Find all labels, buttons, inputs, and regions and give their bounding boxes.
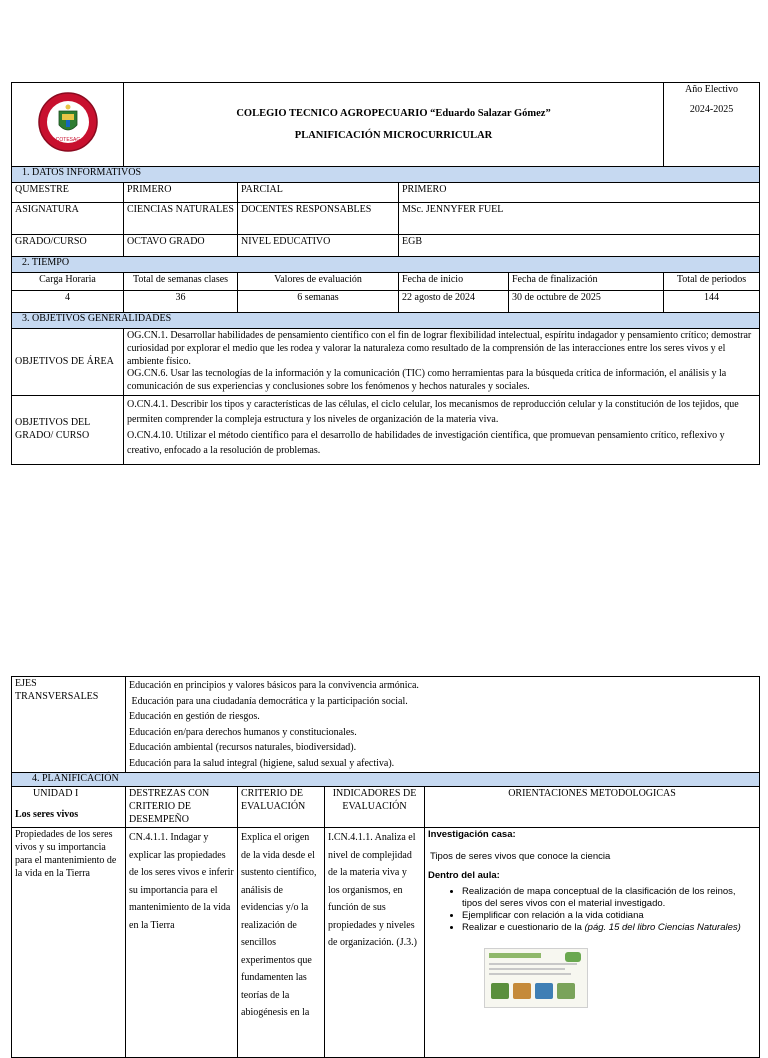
unit-name: Los seres vivos (15, 808, 79, 820)
thumbnail-plant-image-icon (491, 983, 509, 999)
school-logo (12, 83, 124, 167)
unit-label: UNIDAD I (33, 788, 79, 799)
value-parcial: PRIMERO (399, 183, 760, 203)
planning-table (11, 676, 760, 1058)
tiempo-header: Total de periodos (664, 273, 760, 291)
logo-text: COTESAG (55, 137, 80, 144)
objetivo-o-cn-4-1: O.CN.4.1. Describir los tipos y características de las células, el ciclo celular, los mecanismos de reproducción celular y la constitución de los tejidos, que permiten comprender la compleja estructura y los niveles de organización de la materia viva. (127, 398, 739, 426)
school-name: COLEGIO TECNICO AGROPECUARIO “Eduardo Salazar Gómez” (236, 107, 551, 119)
school-year-label: Año Electivo (685, 84, 739, 95)
objetivo-o-cn-4-10: O.CN.4.10. Utilizar el método científico para el desarrollo de habilidades de investigación científica, que promuevan pensamiento crítico, reflexivo y creativo, enfocado a la resolución de problemas. (127, 429, 725, 457)
objetivo-og-cn-1: OG.CN.1. Desarrollar habilidades de pensamiento científico con el fin de lograr flexibilidad intelectual, espíritu indagador y pensamiento crítico; demostrar curiosidad por explorar el medio que les rodea y valorar la naturaleza como resultado de la comprensión de las interacciones entre los seres vivos y el ambiente físico. (127, 330, 752, 367)
thumbnail-text-line (489, 968, 565, 970)
tiempo-value: 6 semanas (238, 291, 399, 313)
activity-item: • Ejemplificar con relación a la vida cotidiana (462, 910, 756, 922)
eje-item: Educación en principios y valores básicos para la convivencia armónica. (129, 680, 419, 691)
tiempo-header: Valores de evaluación (238, 273, 399, 291)
label-quimestre: QUMESTRE (12, 183, 124, 203)
thumbnail-text-line (489, 963, 577, 965)
document-title: PLANIFICACIÓN MICROCURRICULAR (294, 130, 493, 141)
planning-info-table (11, 82, 760, 465)
row-topic: Propiedades de los seres vivos y su importancia para el mantenimiento de la vida en la Tierra (12, 828, 126, 1058)
school-header (124, 83, 664, 167)
value-quimestre: PRIMERO (124, 183, 238, 203)
tiempo-header: Total de semanas clases (124, 273, 238, 291)
row-indicador: I.CN.4.1.1. Analiza el nivel de complejidad de la materia viva y los organismos, en función de sus propiedades y niveles de organización. (J.3.) (325, 828, 425, 1058)
label-parcial: PARCIAL (238, 183, 399, 203)
label-nivel: NIVEL EDUCATIVO (238, 235, 399, 257)
col-header-destrezas: DESTREZAS CON CRITERIO DE DESEMPEÑO (126, 787, 238, 828)
label-docentes: DOCENTES RESPONSABLES (238, 203, 399, 235)
section-title-objetivos: 3. OBJETIVOS GENERALIDADES (12, 313, 760, 329)
row-criterio: Explica el origen de la vida desde el sustento científico, análisis de evidencias y/o la realización de sencillos experimentos que fundamenten las teorías de la abiogénesis en la (238, 828, 325, 1058)
activities-list (428, 886, 756, 935)
tiempo-header: Fecha de inicio (399, 273, 509, 291)
value-grado: OCTAVO GRADO (124, 235, 238, 257)
eje-item: Educación en/para derechos humanos y constitucionales. (129, 726, 357, 738)
activity-item (462, 922, 756, 934)
label-ejes: EJES TRANSVERSALES (12, 677, 126, 773)
label-objetivos-grado: OBJETIVOS DEL GRADO/ CURSO (12, 395, 124, 464)
objetivo-og-cn-6: OG.CN.6. Usar las tecnologías de la información y la comunicación (TIC) como herramientas para la búsqueda crítica de información, el análisis y la comunicación de sus experiencias y conclusiones sobre los fenómenos y hechos naturales y sociales. (127, 368, 727, 393)
investigacion-text: Tipos de seres vivos que conoce la ciencia (430, 850, 611, 862)
tiempo-value: 144 (664, 291, 760, 313)
eje-item: Educación para una ciudadanía democrática y la participación social. (129, 695, 408, 707)
value-nivel: EGB (399, 235, 760, 257)
label-asignatura: ASIGNATURA (12, 203, 124, 235)
section-title-datos: 1. DATOS INFORMATIVOS (12, 167, 760, 183)
tiempo-header: Fecha de finalización (509, 273, 664, 291)
thumbnail-water-image-icon (535, 983, 553, 999)
aula-title: Dentro del aula: (428, 869, 500, 881)
thumbnail-text-line (489, 973, 571, 975)
col-header-indicadores: INDICADORES DE EVALUACIÓN (325, 787, 425, 828)
col-header-orientaciones: ORIENTACIONES METODOLOGICAS (425, 787, 760, 828)
thumbnail-header-bar (489, 953, 541, 958)
section-title-planificacion: 4. PLANIFICACIÓN (12, 773, 760, 787)
school-crest-icon (37, 91, 99, 153)
label-grado: GRADO/CURSO (12, 235, 124, 257)
textbook-page-thumbnail (484, 948, 588, 1008)
tiempo-value: 36 (124, 291, 238, 313)
tiempo-value: 30 de octubre de 2025 (509, 291, 664, 313)
section-title-tiempo: 2. TIEMPO (12, 257, 760, 273)
row-destreza: CN.4.1.1. Indagar y explicar las propiedades de los seres vivos e inferir su importancia para el mantenimiento de la vida en la Tierra (126, 828, 238, 1058)
objetivos-area-text (124, 329, 760, 396)
school-year-value: 2024-2025 (689, 103, 734, 115)
activity-text: Realizar e cuestionario de la (462, 922, 585, 934)
value-docentes: MSc. JENNYFER FUEL (399, 203, 760, 235)
ejes-list (126, 677, 760, 773)
eje-item: Educación en gestión de riesgos. (129, 711, 260, 722)
label-objetivos-area: OBJETIVOS DE ÁREA (12, 329, 124, 396)
thumbnail-badge-icon (565, 952, 581, 962)
row-orientaciones (425, 828, 760, 1058)
eje-item: Educación ambiental (recursos naturales, biodiversidad). (129, 742, 357, 753)
tiempo-value: 4 (12, 291, 124, 313)
objetivos-grado-text (124, 395, 760, 464)
tiempo-header: Carga Horaria (12, 273, 124, 291)
eje-item: Educación para la salud integral (higiene, salud sexual y afectiva). (129, 757, 395, 769)
value-asignatura: CIENCIAS NATURALES (124, 203, 238, 235)
thumbnail-field-image-icon (557, 983, 575, 999)
investigacion-title: Investigación casa: (428, 829, 516, 841)
col-header-criterio: CRITERIO DE EVALUACIÓN (238, 787, 325, 828)
book-reference: (pág. 15 del libro Ciencias Naturales) (584, 922, 741, 934)
school-year-cell (664, 83, 760, 167)
unit-header (12, 787, 126, 828)
activity-item: • Realización de mapa conceptual de la clasificación de los reinos, tipos del seres vivos con el material investigado. (462, 886, 756, 910)
tiempo-value: 22 agosto de 2024 (399, 291, 509, 313)
thumbnail-animal-image-icon (513, 983, 531, 999)
